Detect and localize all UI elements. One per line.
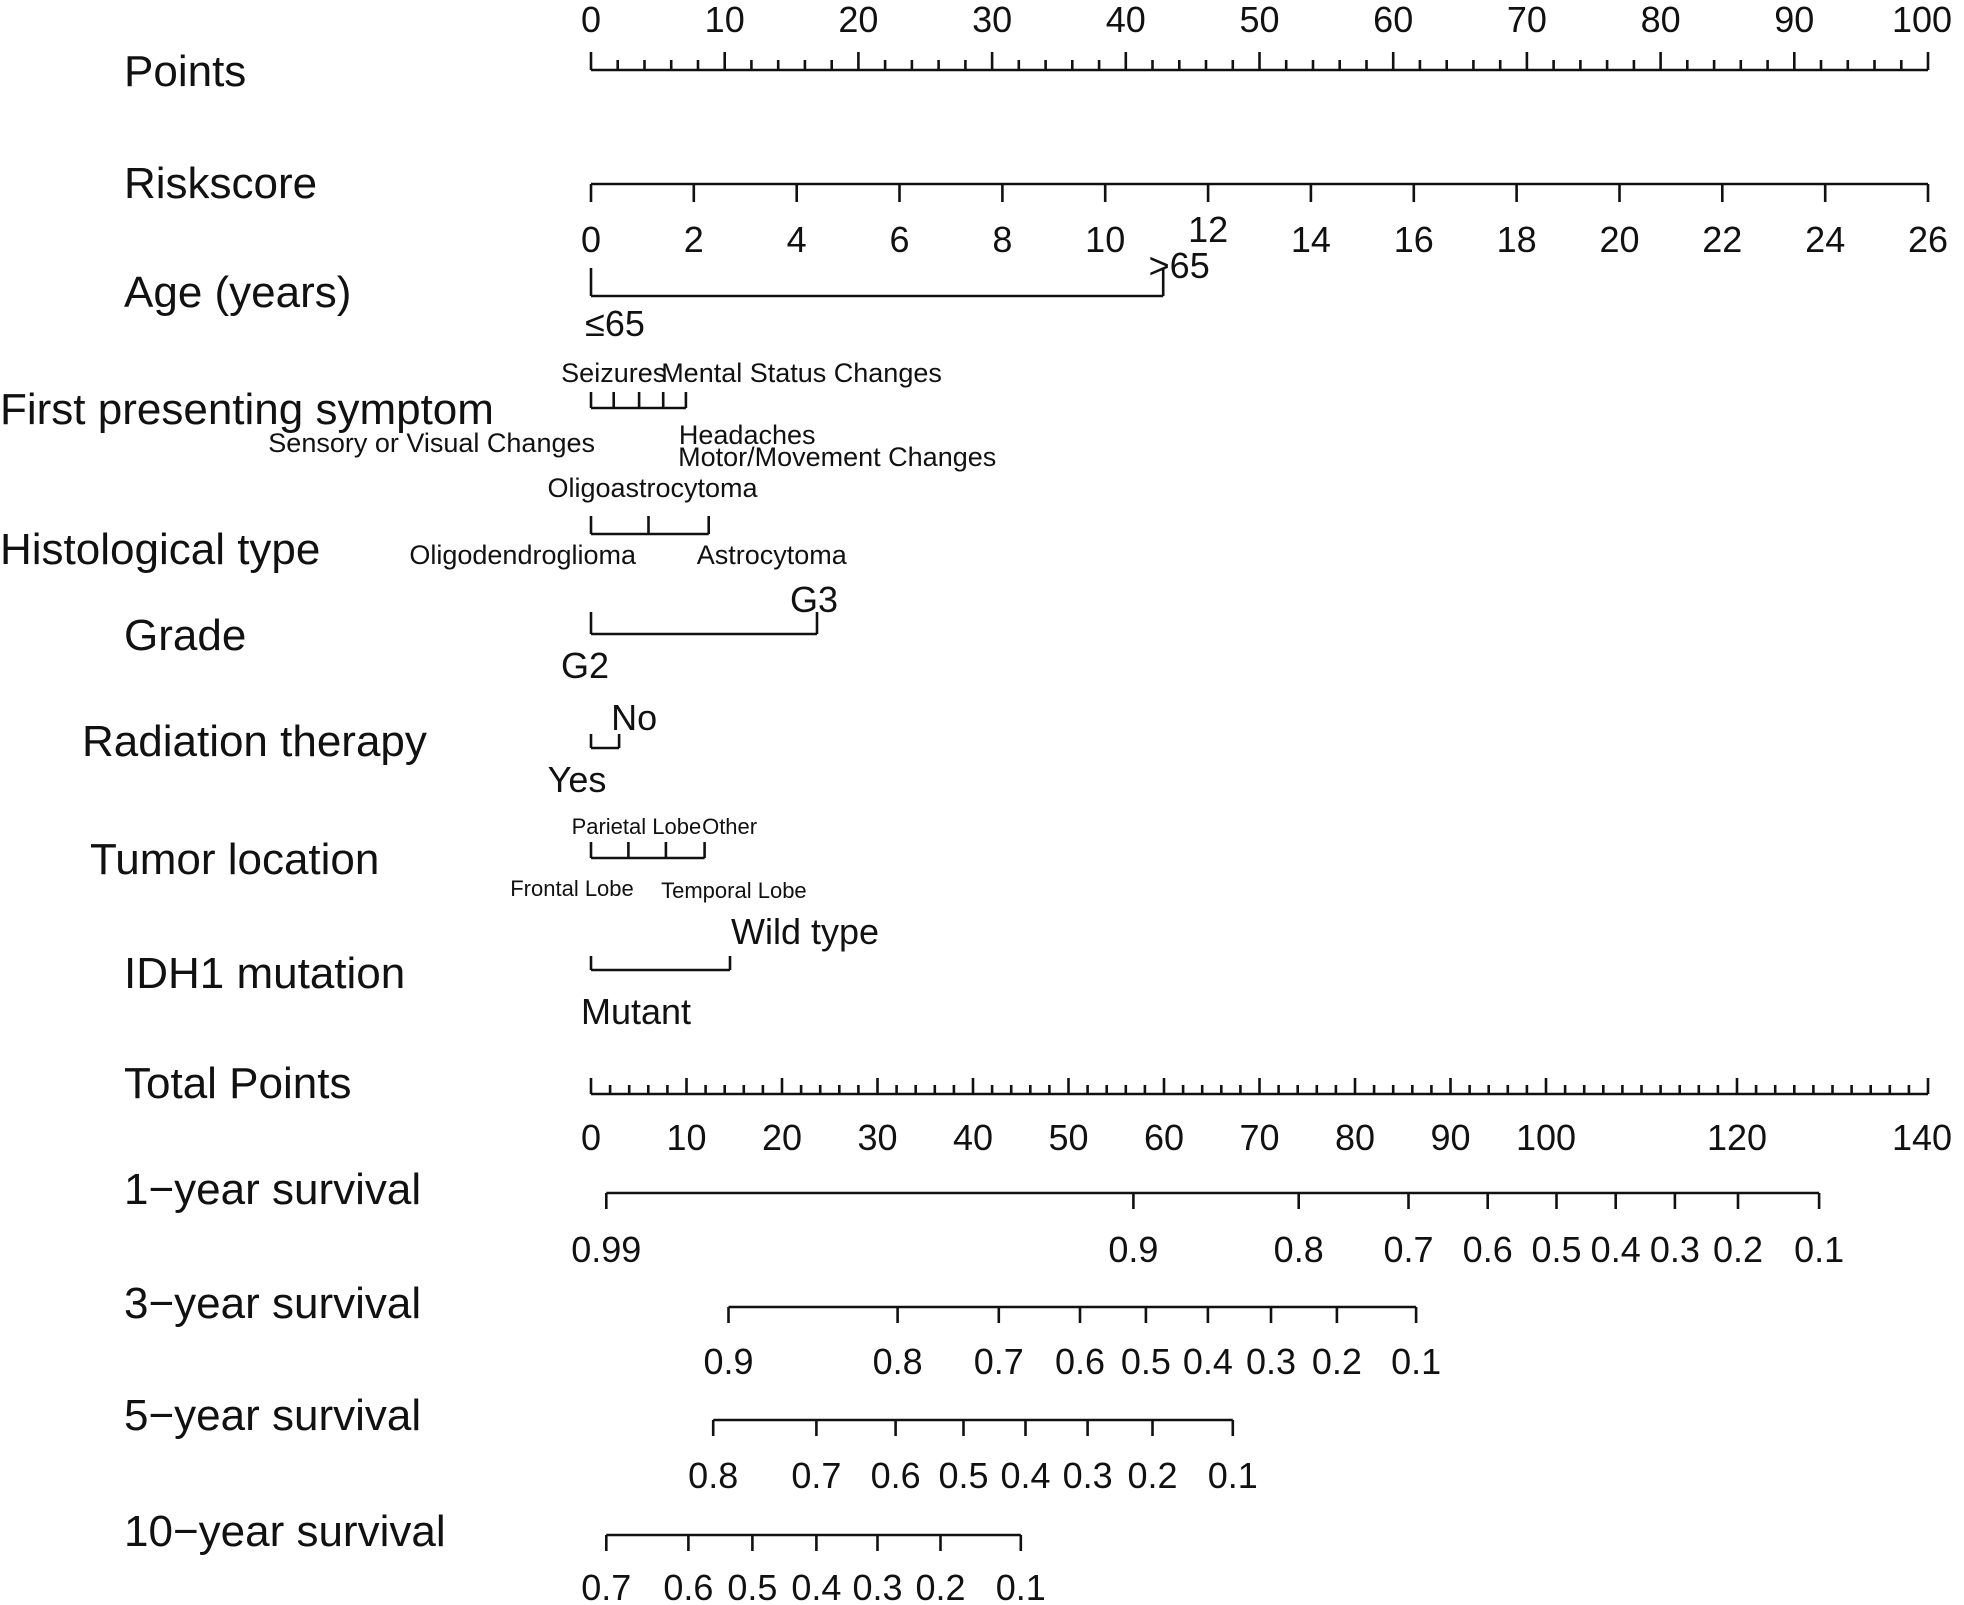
riskscore-tick-label: 12 bbox=[1188, 209, 1229, 250]
grade-level-label: G2 bbox=[560, 645, 610, 686]
label-total-points: Total Points bbox=[124, 1059, 352, 1108]
survival-10yr-tick-label: 0.5 bbox=[727, 1567, 778, 1605]
radiation-level-label: Yes bbox=[547, 759, 607, 800]
total-points-tick-label: 60 bbox=[1143, 1117, 1185, 1158]
total-points-tick-label: 40 bbox=[952, 1117, 994, 1158]
survival-5yr-tick-label: 0.1 bbox=[1207, 1455, 1258, 1496]
location-level-label: Parietal Lobe bbox=[571, 814, 702, 839]
riskscore-tick-label: 0 bbox=[580, 219, 602, 260]
points-tick-label: 50 bbox=[1239, 0, 1280, 40]
histology-level-label: Oligoastrocytoma bbox=[547, 473, 758, 503]
total-points-tick-label: 50 bbox=[1048, 1117, 1089, 1158]
location-level-label: Temporal Lobe bbox=[661, 878, 807, 903]
survival-3yr-tick-label: 0.1 bbox=[1391, 1341, 1442, 1382]
points-tick-label: 70 bbox=[1506, 0, 1547, 40]
first-symptom-level-label: Headaches bbox=[678, 420, 816, 450]
survival-10yr-tick-label: 0.2 bbox=[915, 1567, 966, 1605]
survival-1yr-tick-label: 0.1 bbox=[1794, 1229, 1845, 1270]
survival-3yr-tick-label: 0.3 bbox=[1245, 1341, 1297, 1382]
points-tick-label: 80 bbox=[1640, 0, 1681, 40]
riskscore-tick-label: 2 bbox=[683, 219, 704, 260]
survival-1yr-tick-label: 0.7 bbox=[1383, 1229, 1434, 1270]
age-level-label: ≤65 bbox=[585, 303, 645, 344]
riskscore-tick-label: 6 bbox=[889, 219, 910, 260]
first-symptom-level-label: Motor/Movement Changes bbox=[678, 442, 997, 472]
total-points-tick-label: 90 bbox=[1430, 1117, 1471, 1158]
label-riskscore: Riskscore bbox=[124, 159, 318, 208]
total-points-tick-label: 80 bbox=[1334, 1117, 1376, 1158]
survival-1yr-tick-label: 0.9 bbox=[1108, 1229, 1159, 1270]
location-level-label: Other bbox=[702, 814, 758, 839]
survival-5yr-tick-label: 0.3 bbox=[1062, 1455, 1113, 1496]
survival-3yr-tick-label: 0.8 bbox=[872, 1341, 923, 1382]
total-points-tick-label: 120 bbox=[1706, 1117, 1768, 1158]
label-3-year-survival: 3−year survival bbox=[124, 1279, 422, 1328]
grade-level-label: G3 bbox=[789, 579, 839, 620]
label-10-year-survival: 10−year survival bbox=[124, 1507, 446, 1556]
first-symptom-level-label: Sensory or Visual Changes bbox=[268, 428, 595, 458]
idh1-level-label: Mutant bbox=[580, 991, 692, 1032]
riskscore-tick-label: 20 bbox=[1599, 219, 1640, 260]
label-points: Points bbox=[124, 47, 247, 96]
survival-5yr-tick-label: 0.2 bbox=[1127, 1455, 1178, 1496]
survival-1yr-tick-label: 0.3 bbox=[1649, 1229, 1700, 1270]
points-tick-label: 10 bbox=[704, 0, 745, 40]
total-points-tick-label: 70 bbox=[1239, 1117, 1280, 1158]
survival-3yr-tick-label: 0.6 bbox=[1054, 1341, 1106, 1382]
survival-3yr-tick-label: 0.5 bbox=[1120, 1341, 1171, 1382]
riskscore-tick-label: 8 bbox=[992, 219, 1013, 260]
survival-10yr-tick-label: 0.3 bbox=[852, 1567, 903, 1605]
riskscore-tick-label: 22 bbox=[1702, 219, 1743, 260]
riskscore-tick-label: 24 bbox=[1805, 219, 1846, 260]
chart-marks bbox=[268, 0, 1952, 1605]
label-grade: Grade bbox=[124, 611, 247, 660]
riskscore-tick-label: 4 bbox=[786, 219, 807, 260]
total-points-tick-label: 10 bbox=[666, 1117, 707, 1158]
points-tick-label: 30 bbox=[972, 0, 1013, 40]
survival-1yr-tick-label: 0.4 bbox=[1590, 1229, 1641, 1270]
survival-1yr-tick-label: 0.2 bbox=[1712, 1229, 1764, 1270]
total-points-tick-label: 140 bbox=[1891, 1117, 1953, 1158]
points-tick-label: 40 bbox=[1105, 0, 1146, 40]
survival-3yr-tick-label: 0.7 bbox=[973, 1341, 1024, 1382]
riskscore-tick-label: 10 bbox=[1085, 219, 1126, 260]
points-tick-label: 90 bbox=[1774, 0, 1815, 40]
label-radiation-therapy: Radiation therapy bbox=[82, 717, 427, 766]
riskscore-tick-label: 26 bbox=[1907, 219, 1949, 260]
survival-5yr-tick-label: 0.4 bbox=[1000, 1455, 1051, 1496]
riskscore-tick-label: 18 bbox=[1496, 219, 1537, 260]
label-tumor-location: Tumor location bbox=[90, 835, 380, 884]
survival-1yr-tick-label: 0.99 bbox=[571, 1229, 642, 1270]
histology-level-label: Oligodendroglioma bbox=[409, 540, 636, 570]
label-first-symptom: First presenting symptom bbox=[0, 385, 494, 434]
survival-10yr-tick-label: 0.7 bbox=[581, 1567, 632, 1605]
survival-3yr-tick-label: 0.9 bbox=[703, 1341, 754, 1382]
idh1-level-label: Wild type bbox=[730, 911, 880, 952]
survival-1yr-tick-label: 0.6 bbox=[1462, 1229, 1513, 1270]
survival-1yr-tick-label: 0.5 bbox=[1531, 1229, 1582, 1270]
survival-5yr-tick-label: 0.8 bbox=[688, 1455, 739, 1496]
survival-5yr-tick-label: 0.5 bbox=[938, 1455, 989, 1496]
points-tick-label: 100 bbox=[1891, 0, 1953, 40]
survival-5yr-tick-label: 0.6 bbox=[870, 1455, 921, 1496]
survival-10yr-tick-label: 0.1 bbox=[995, 1567, 1046, 1605]
survival-3yr-tick-label: 0.2 bbox=[1311, 1341, 1362, 1382]
histology-level-label: Astrocytoma bbox=[696, 540, 847, 570]
label-5-year-survival: 5−year survival bbox=[124, 1391, 422, 1440]
survival-5yr-tick-label: 0.7 bbox=[791, 1455, 842, 1496]
survival-1yr-tick-label: 0.8 bbox=[1273, 1229, 1324, 1270]
first-symptom-level-label: Mental Status Changes bbox=[661, 358, 942, 388]
age-level-label: >65 bbox=[1148, 245, 1210, 286]
survival-3yr-tick-label: 0.4 bbox=[1182, 1341, 1233, 1382]
first-symptom-level-label: Seizures bbox=[561, 358, 667, 388]
points-tick-label: 0 bbox=[580, 0, 602, 40]
points-tick-label: 60 bbox=[1373, 0, 1414, 40]
survival-10yr-tick-label: 0.6 bbox=[663, 1567, 714, 1605]
label-age: Age (years) bbox=[124, 268, 352, 317]
label-1-year-survival: 1−year survival bbox=[124, 1165, 422, 1214]
total-points-tick-label: 20 bbox=[761, 1117, 803, 1158]
radiation-level-label: No bbox=[611, 697, 658, 738]
total-points-tick-label: 0 bbox=[580, 1117, 602, 1158]
total-points-tick-label: 100 bbox=[1515, 1117, 1577, 1158]
riskscore-tick-label: 14 bbox=[1290, 219, 1331, 260]
row-labels bbox=[0, 47, 494, 1556]
label-idh1-mutation: IDH1 mutation bbox=[124, 949, 406, 998]
points-tick-label: 20 bbox=[838, 0, 879, 40]
riskscore-tick-label: 16 bbox=[1393, 219, 1434, 260]
location-level-label: Frontal Lobe bbox=[510, 876, 634, 901]
label-histological-type: Histological type bbox=[0, 525, 321, 574]
total-points-tick-label: 30 bbox=[857, 1117, 898, 1158]
survival-10yr-tick-label: 0.4 bbox=[791, 1567, 842, 1605]
